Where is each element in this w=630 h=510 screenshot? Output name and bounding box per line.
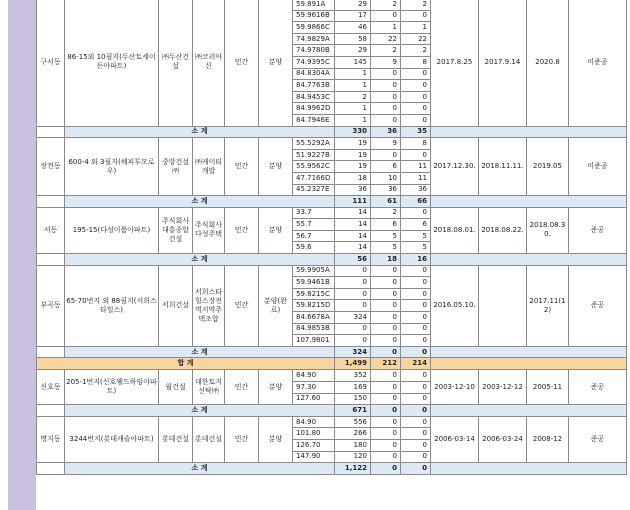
units-general-cell: 36 [401, 184, 431, 196]
subtotal-total: 330 [335, 126, 371, 138]
unit-size-cell: 84.9453C [293, 91, 335, 103]
units-special-cell: 0 [371, 149, 401, 161]
units-general-cell: 0 [401, 114, 431, 126]
units-general-cell: 0 [401, 80, 431, 92]
grand-total-general: 214 [401, 358, 431, 370]
units-special-cell: 6 [371, 219, 401, 231]
subtotal-label: 소 계 [65, 463, 335, 475]
units-special-cell: 0 [371, 416, 401, 428]
subtotal-blank-cell [37, 126, 65, 138]
type-cell: 민간 [225, 0, 259, 126]
builder-cell: 주식회사대흥종합건설 [159, 207, 193, 253]
start-date-cell: 2017.9.14 [479, 0, 527, 126]
units-total-cell: 1 [335, 103, 371, 115]
unit-size-cell: 84.8304A [293, 68, 335, 80]
units-special-cell: 0 [371, 114, 401, 126]
start-date-cell [479, 265, 527, 346]
units-special-cell: 36 [371, 184, 401, 196]
unit-size-cell: 84.6678A [293, 312, 335, 324]
subtotal-blank-cell [431, 346, 627, 358]
unit-size-cell: 147.90 [293, 451, 335, 463]
subtotal-blank-cell [37, 405, 65, 417]
units-total-cell: 0 [335, 288, 371, 300]
units-total-cell: 150 [335, 393, 371, 405]
units-special-cell: 0 [371, 103, 401, 115]
dong-cell: 장전동 [37, 138, 65, 196]
type-cell: 민간 [225, 138, 259, 196]
unit-size-cell: 59.8215C [293, 288, 335, 300]
units-general-cell: 11 [401, 161, 431, 173]
grand-total-special: 212 [371, 358, 401, 370]
units-general-cell: 0 [401, 416, 431, 428]
units-total-cell: 14 [335, 219, 371, 231]
grand-total-total: 1,499 [335, 358, 371, 370]
builder-cell: 중앙건설㈜ [159, 138, 193, 196]
supply-cell: 분양 [259, 138, 293, 196]
dong-cell: 서동 [37, 207, 65, 253]
unit-size-cell: 59.9905A [293, 265, 335, 277]
units-general-cell: 0 [401, 265, 431, 277]
units-general-cell: 2 [401, 45, 431, 57]
developer-cell: ㈜케이티개발 [193, 138, 225, 196]
units-general-cell: 8 [401, 138, 431, 150]
start-date-cell: 2003-12-12 [479, 370, 527, 405]
status-cell: 준공 [569, 370, 627, 405]
units-special-cell: 0 [371, 10, 401, 22]
units-special-cell: 10 [371, 172, 401, 184]
completion-date-cell: 2017.11(12) [527, 265, 569, 346]
start-date-cell: 2018.11.11. [479, 138, 527, 196]
units-general-cell: 0 [401, 323, 431, 335]
units-special-cell: 5 [371, 242, 401, 254]
units-general-cell: 0 [401, 277, 431, 289]
builder-cell: ㈜두산건설 [159, 0, 193, 126]
units-special-cell: 9 [371, 138, 401, 150]
units-special-cell: 1 [371, 22, 401, 34]
units-general-cell: 11 [401, 172, 431, 184]
unit-size-cell: 45.2327E [293, 184, 335, 196]
side-category-panel [8, 0, 36, 510]
units-total-cell: 169 [335, 382, 371, 394]
table-row [37, 265, 627, 277]
subtotal-label: 소 계 [65, 346, 335, 358]
subtotal-general: 66 [401, 196, 431, 208]
approval-date-cell: 2003-12-10 [431, 370, 479, 405]
unit-size-cell: 47.7166D [293, 172, 335, 184]
address-cell: 86-15외 10필지(두산토세이든아파트) [65, 0, 159, 126]
units-general-cell: 5 [401, 230, 431, 242]
units-special-cell: 0 [371, 323, 401, 335]
developer-cell: ㈜코리아신 [193, 0, 225, 126]
units-general-cell: 6 [401, 219, 431, 231]
builder-cell: 월건설 [159, 370, 193, 405]
units-total-cell: 1 [335, 80, 371, 92]
unit-size-cell: 84.9962D [293, 103, 335, 115]
approval-date-cell: 2017.12.30. [431, 138, 479, 196]
units-total-cell: 1 [335, 114, 371, 126]
type-cell: 민간 [225, 265, 259, 346]
units-special-cell: 0 [371, 80, 401, 92]
subtotal-special: 18 [371, 254, 401, 266]
units-total-cell: 2 [335, 91, 371, 103]
completion-date-cell: 2008-12 [527, 416, 569, 462]
subtotal-general: 35 [401, 126, 431, 138]
subtotal-blank-cell [431, 254, 627, 266]
unit-size-cell: 55.5292A [293, 138, 335, 150]
subtotal-general: 0 [401, 463, 431, 475]
subtotal-row [37, 463, 627, 475]
subtotal-label: 소 계 [65, 196, 335, 208]
units-general-cell: 0 [401, 149, 431, 161]
subtotal-row [37, 196, 627, 208]
units-total-cell: 180 [335, 439, 371, 451]
subtotal-blank-cell [431, 405, 627, 417]
units-total-cell: 352 [335, 370, 371, 382]
status-cell: 준공 [569, 416, 627, 462]
units-general-cell: 8 [401, 56, 431, 68]
completion-date-cell: 2018.08.30. [527, 207, 569, 253]
dong-cell: 신호동 [37, 370, 65, 405]
units-general-cell: 0 [401, 370, 431, 382]
units-general-cell: 0 [401, 382, 431, 394]
subtotal-row [37, 346, 627, 358]
subtotal-general: 0 [401, 405, 431, 417]
subtotal-general: 16 [401, 254, 431, 266]
address-cell: 205-1번지(신호웰드하임아파트) [65, 370, 159, 405]
units-special-cell: 0 [371, 277, 401, 289]
housing-supply-table [36, 0, 627, 475]
units-general-cell: 0 [401, 207, 431, 219]
approval-date-cell: 2016.05.10. [431, 265, 479, 346]
subtotal-special: 0 [371, 346, 401, 358]
unit-size-cell: 97.30 [293, 382, 335, 394]
units-total-cell: 324 [335, 312, 371, 324]
status-cell: 미준공 [569, 0, 627, 126]
type-cell: 민간 [225, 207, 259, 253]
builder-cell: 롯데건설 [159, 416, 193, 462]
table-row [37, 138, 627, 150]
units-total-cell: 19 [335, 161, 371, 173]
subtotal-total: 1,122 [335, 463, 371, 475]
subtotal-general: 0 [401, 346, 431, 358]
units-special-cell: 0 [371, 428, 401, 440]
unit-size-cell: 56.7 [293, 230, 335, 242]
units-general-cell: 0 [401, 288, 431, 300]
developer-cell: 서희스타힐스장전역지역주택조합 [193, 265, 225, 346]
supply-cell: 분양(완료) [259, 265, 293, 346]
units-special-cell: 9 [371, 56, 401, 68]
table-body [37, 0, 627, 474]
table-row [37, 416, 627, 428]
supply-cell: 분양 [259, 416, 293, 462]
unit-size-cell: 59.9616B [293, 10, 335, 22]
unit-size-cell: 59.8215D [293, 300, 335, 312]
start-date-cell: 2018.08.22. [479, 207, 527, 253]
unit-size-cell: 101.80 [293, 428, 335, 440]
subtotal-total: 671 [335, 405, 371, 417]
units-general-cell: 0 [401, 103, 431, 115]
units-special-cell: 22 [371, 33, 401, 45]
subtotal-row [37, 254, 627, 266]
subtotal-blank-cell [37, 254, 65, 266]
units-special-cell: 5 [371, 230, 401, 242]
units-total-cell: 1 [335, 68, 371, 80]
unit-size-cell: 59.9461B [293, 277, 335, 289]
subtotal-row [37, 405, 627, 417]
units-general-cell: 0 [401, 439, 431, 451]
left-margin-panel [0, 0, 8, 510]
units-total-cell: 145 [335, 56, 371, 68]
unit-size-cell: 33.7 [293, 207, 335, 219]
subtotal-special: 0 [371, 405, 401, 417]
units-total-cell: 14 [335, 242, 371, 254]
unit-size-cell: 84.7946E [293, 114, 335, 126]
units-total-cell: 0 [335, 323, 371, 335]
subtotal-blank-cell [37, 196, 65, 208]
address-cell: 65-70번지 외 88필지(서희스타힐스) [65, 265, 159, 346]
completion-date-cell: 2019.05 [527, 138, 569, 196]
units-special-cell: 0 [371, 288, 401, 300]
units-general-cell: 0 [401, 451, 431, 463]
units-total-cell: 19 [335, 138, 371, 150]
supply-cell: 분양 [259, 0, 293, 126]
subtotal-label: 소 계 [65, 126, 335, 138]
unit-size-cell: 84.9853B [293, 323, 335, 335]
developer-cell: 롯데건설 [193, 416, 225, 462]
units-special-cell: 0 [371, 68, 401, 80]
address-cell: 600-4 외 3필지(해피투모로우) [65, 138, 159, 196]
units-total-cell: 266 [335, 428, 371, 440]
units-special-cell: 0 [371, 91, 401, 103]
table-row [37, 0, 627, 10]
grand-total-label: 합 계 [37, 358, 335, 370]
status-cell: 준공 [569, 207, 627, 253]
units-general-cell: 0 [401, 91, 431, 103]
units-total-cell: 58 [335, 33, 371, 45]
approval-date-cell: 2017.8.25 [431, 0, 479, 126]
unit-size-cell: 74.9395C [293, 56, 335, 68]
units-special-cell: 0 [371, 265, 401, 277]
supply-cell: 분양 [259, 207, 293, 253]
subtotal-label: 소 계 [65, 254, 335, 266]
units-general-cell: 5 [401, 242, 431, 254]
approval-date-cell: 2018.08.01. [431, 207, 479, 253]
subtotal-blank-cell [37, 463, 65, 475]
units-general-cell: 22 [401, 33, 431, 45]
units-general-cell: 0 [401, 300, 431, 312]
subtotal-blank-cell [37, 346, 65, 358]
units-special-cell: 0 [371, 382, 401, 394]
completion-date-cell: 2005-11 [527, 370, 569, 405]
dong-cell: 구서동 [37, 0, 65, 126]
status-cell: 미준공 [569, 138, 627, 196]
approval-date-cell: 2006-03-14 [431, 416, 479, 462]
units-total-cell: 17 [335, 10, 371, 22]
subtotal-special: 36 [371, 126, 401, 138]
units-total-cell: 0 [335, 277, 371, 289]
grand-total-blank [431, 358, 627, 370]
units-total-cell: 556 [335, 416, 371, 428]
type-cell: 민간 [225, 370, 259, 405]
table-row [37, 370, 627, 382]
units-special-cell: 6 [371, 161, 401, 173]
table-row [37, 207, 627, 219]
developer-cell: 주식회사다성주택 [193, 207, 225, 253]
unit-size-cell: 84.90 [293, 416, 335, 428]
units-special-cell: 2 [371, 45, 401, 57]
status-cell: 준공 [569, 265, 627, 346]
units-total-cell: 29 [335, 0, 371, 10]
dong-cell: 명지동 [37, 416, 65, 462]
units-general-cell: 0 [401, 428, 431, 440]
units-total-cell: 120 [335, 451, 371, 463]
address-cell: 3244번지(롯데캐슬아파트) [65, 416, 159, 462]
units-total-cell: 19 [335, 149, 371, 161]
units-total-cell: 29 [335, 45, 371, 57]
unit-size-cell: 59.6 [293, 242, 335, 254]
units-general-cell: 0 [401, 335, 431, 347]
unit-size-cell: 59.9866C [293, 22, 335, 34]
subtotal-total: 111 [335, 196, 371, 208]
units-special-cell: 2 [371, 207, 401, 219]
units-total-cell: 14 [335, 230, 371, 242]
units-special-cell: 0 [371, 393, 401, 405]
units-total-cell: 0 [335, 335, 371, 347]
unit-size-cell: 74.9829A [293, 33, 335, 45]
units-total-cell: 14 [335, 207, 371, 219]
units-total-cell: 0 [335, 300, 371, 312]
units-general-cell: 2 [401, 0, 431, 10]
supply-cell: 분양 [259, 370, 293, 405]
units-general-cell: 0 [401, 10, 431, 22]
subtotal-blank-cell [431, 196, 627, 208]
developer-cell: 대한토지신탁㈜ [193, 370, 225, 405]
unit-size-cell: 74.9780B [293, 45, 335, 57]
units-special-cell: 0 [371, 335, 401, 347]
units-total-cell: 0 [335, 265, 371, 277]
units-total-cell: 46 [335, 22, 371, 34]
subtotal-special: 61 [371, 196, 401, 208]
subtotal-special: 0 [371, 463, 401, 475]
units-special-cell: 0 [371, 312, 401, 324]
grand-total-row [37, 358, 627, 370]
type-cell: 민간 [225, 416, 259, 462]
subtotal-blank-cell [431, 463, 627, 475]
units-special-cell: 0 [371, 439, 401, 451]
dong-cell: 부곡동 [37, 265, 65, 346]
unit-size-cell: 126.70 [293, 439, 335, 451]
subtotal-total: 324 [335, 346, 371, 358]
unit-size-cell: 84.7763B [293, 80, 335, 92]
units-special-cell: 0 [371, 451, 401, 463]
units-general-cell: 0 [401, 393, 431, 405]
start-date-cell: 2006-03-24 [479, 416, 527, 462]
subtotal-row [37, 126, 627, 138]
unit-size-cell: 55.7 [293, 219, 335, 231]
builder-cell: 서희건설 [159, 265, 193, 346]
subtotal-total: 56 [335, 254, 371, 266]
units-special-cell: 0 [371, 300, 401, 312]
units-special-cell: 0 [371, 370, 401, 382]
unit-size-cell: 127.60 [293, 393, 335, 405]
unit-size-cell: 51.9227B [293, 149, 335, 161]
units-special-cell: 2 [371, 0, 401, 10]
unit-size-cell: 55.9562C [293, 161, 335, 173]
completion-date-cell: 2020.8 [527, 0, 569, 126]
units-total-cell: 18 [335, 172, 371, 184]
unit-size-cell: 107.9801 [293, 335, 335, 347]
units-general-cell: 0 [401, 68, 431, 80]
subtotal-blank-cell [431, 126, 627, 138]
units-general-cell: 0 [401, 312, 431, 324]
units-total-cell: 36 [335, 184, 371, 196]
unit-size-cell: 59.891A [293, 0, 335, 10]
unit-size-cell: 84.90 [293, 370, 335, 382]
subtotal-label: 소 계 [65, 405, 335, 417]
address-cell: 195-15(다성이룸아파트) [65, 207, 159, 253]
units-general-cell: 1 [401, 22, 431, 34]
